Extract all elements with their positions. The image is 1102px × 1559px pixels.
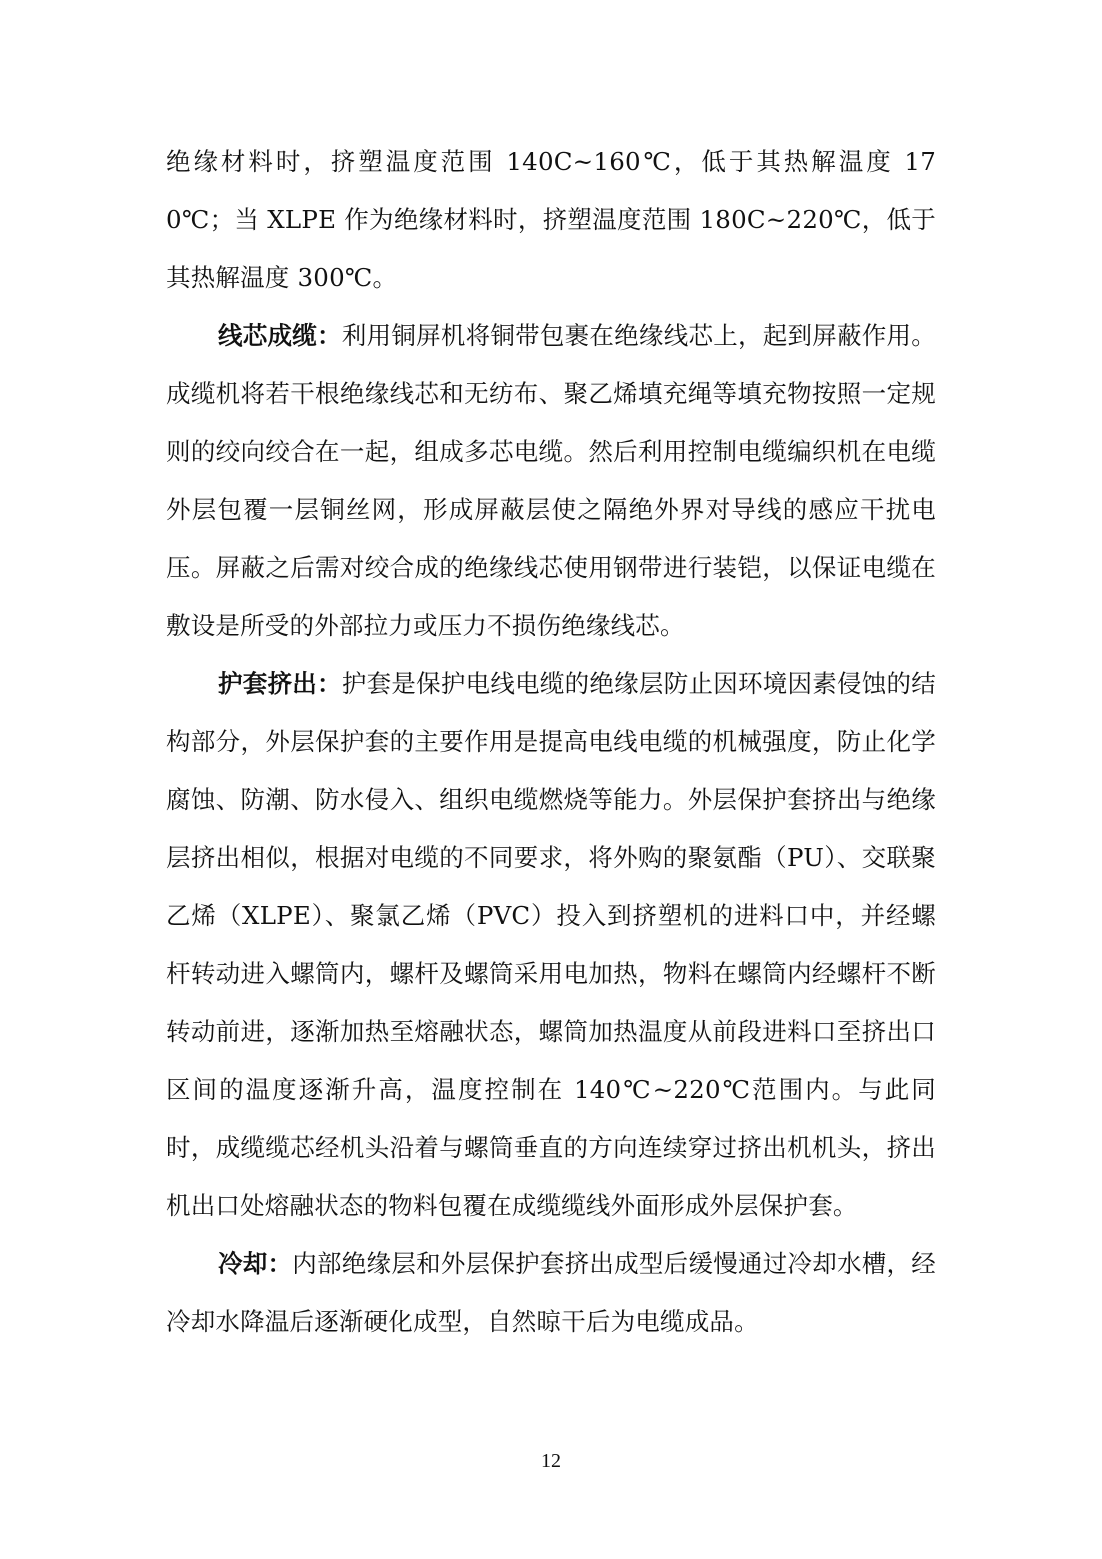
paragraph-core-cabling <box>166 307 936 655</box>
body-text <box>166 133 936 1351</box>
paragraph-term: 护套挤出： <box>218 669 342 698</box>
page-number: 12 <box>541 1450 561 1472</box>
paragraph-text: 护套是保护电线电缆的绝缘层防止因环境因素侵蚀的结构部分，外层保护套的主要作用是提高电线电缆的机械强度，防止化学腐蚀、防潮、防水侵入、组织电缆燃烧等能力。外层保护套挤出与绝缘层挤出相似，根据对电缆的不同要求，将外购的聚氨酯（PU）、交联聚乙烯（XLPE）、聚氯乙烯（PVC）投入到挤塑机的进料口中，并经螺杆转动进入螺筒内，螺杆及螺筒采用电加热，物料在螺筒内经螺杆不断转动前进，逐渐加热至熔融状态，螺筒加热温度从前段进料口至挤出口区间的温度逐渐升高，温度控制在 140℃~220℃范围内。与此同时，成缆缆芯经机头沿着与螺筒垂直的方向连续穿过挤出机机头，挤出机出口处熔融状态的物料包覆在成缆缆线外面形成外层保护套。 <box>166 669 936 1220</box>
paragraph-term: 冷却： <box>218 1249 293 1278</box>
paragraph-sheath-extrusion <box>166 655 936 1235</box>
paragraph-text: 利用铜屏机将铜带包裹在绝缘线芯上，起到屏蔽作用。成缆机将若干根绝缘线芯和无纺布、聚乙烯填充绳等填充物按照一定规则的绞向绞合在一起，组成多芯电缆。然后利用控制电缆编织机在电缆外层包覆一层铜丝网，形成屏蔽层使之隔绝外界对导线的感应干扰电压。屏蔽之后需对绞合成的绝缘线芯使用钢带进行装铠，以保证电缆在敷设是所受的外部拉力或压力不损伤绝缘线芯。 <box>166 321 936 640</box>
paragraph-extrusion-temperature <box>166 133 936 307</box>
paragraph-text: 绝缘材料时，挤塑温度范围 140C~160℃，低于其热解温度 170℃；当 XLPE 作为绝缘材料时，挤塑温度范围 180C~220℃，低于其热解温度 300℃。 <box>166 147 936 292</box>
paragraph-term: 线芯成缆： <box>218 321 342 350</box>
paragraph-cooling <box>166 1235 936 1351</box>
paragraph-text: 内部绝缘层和外层保护套挤出成型后缓慢通过冷却水槽，经冷却水降温后逐渐硬化成型，自然晾干后为电缆成品。 <box>166 1249 936 1336</box>
